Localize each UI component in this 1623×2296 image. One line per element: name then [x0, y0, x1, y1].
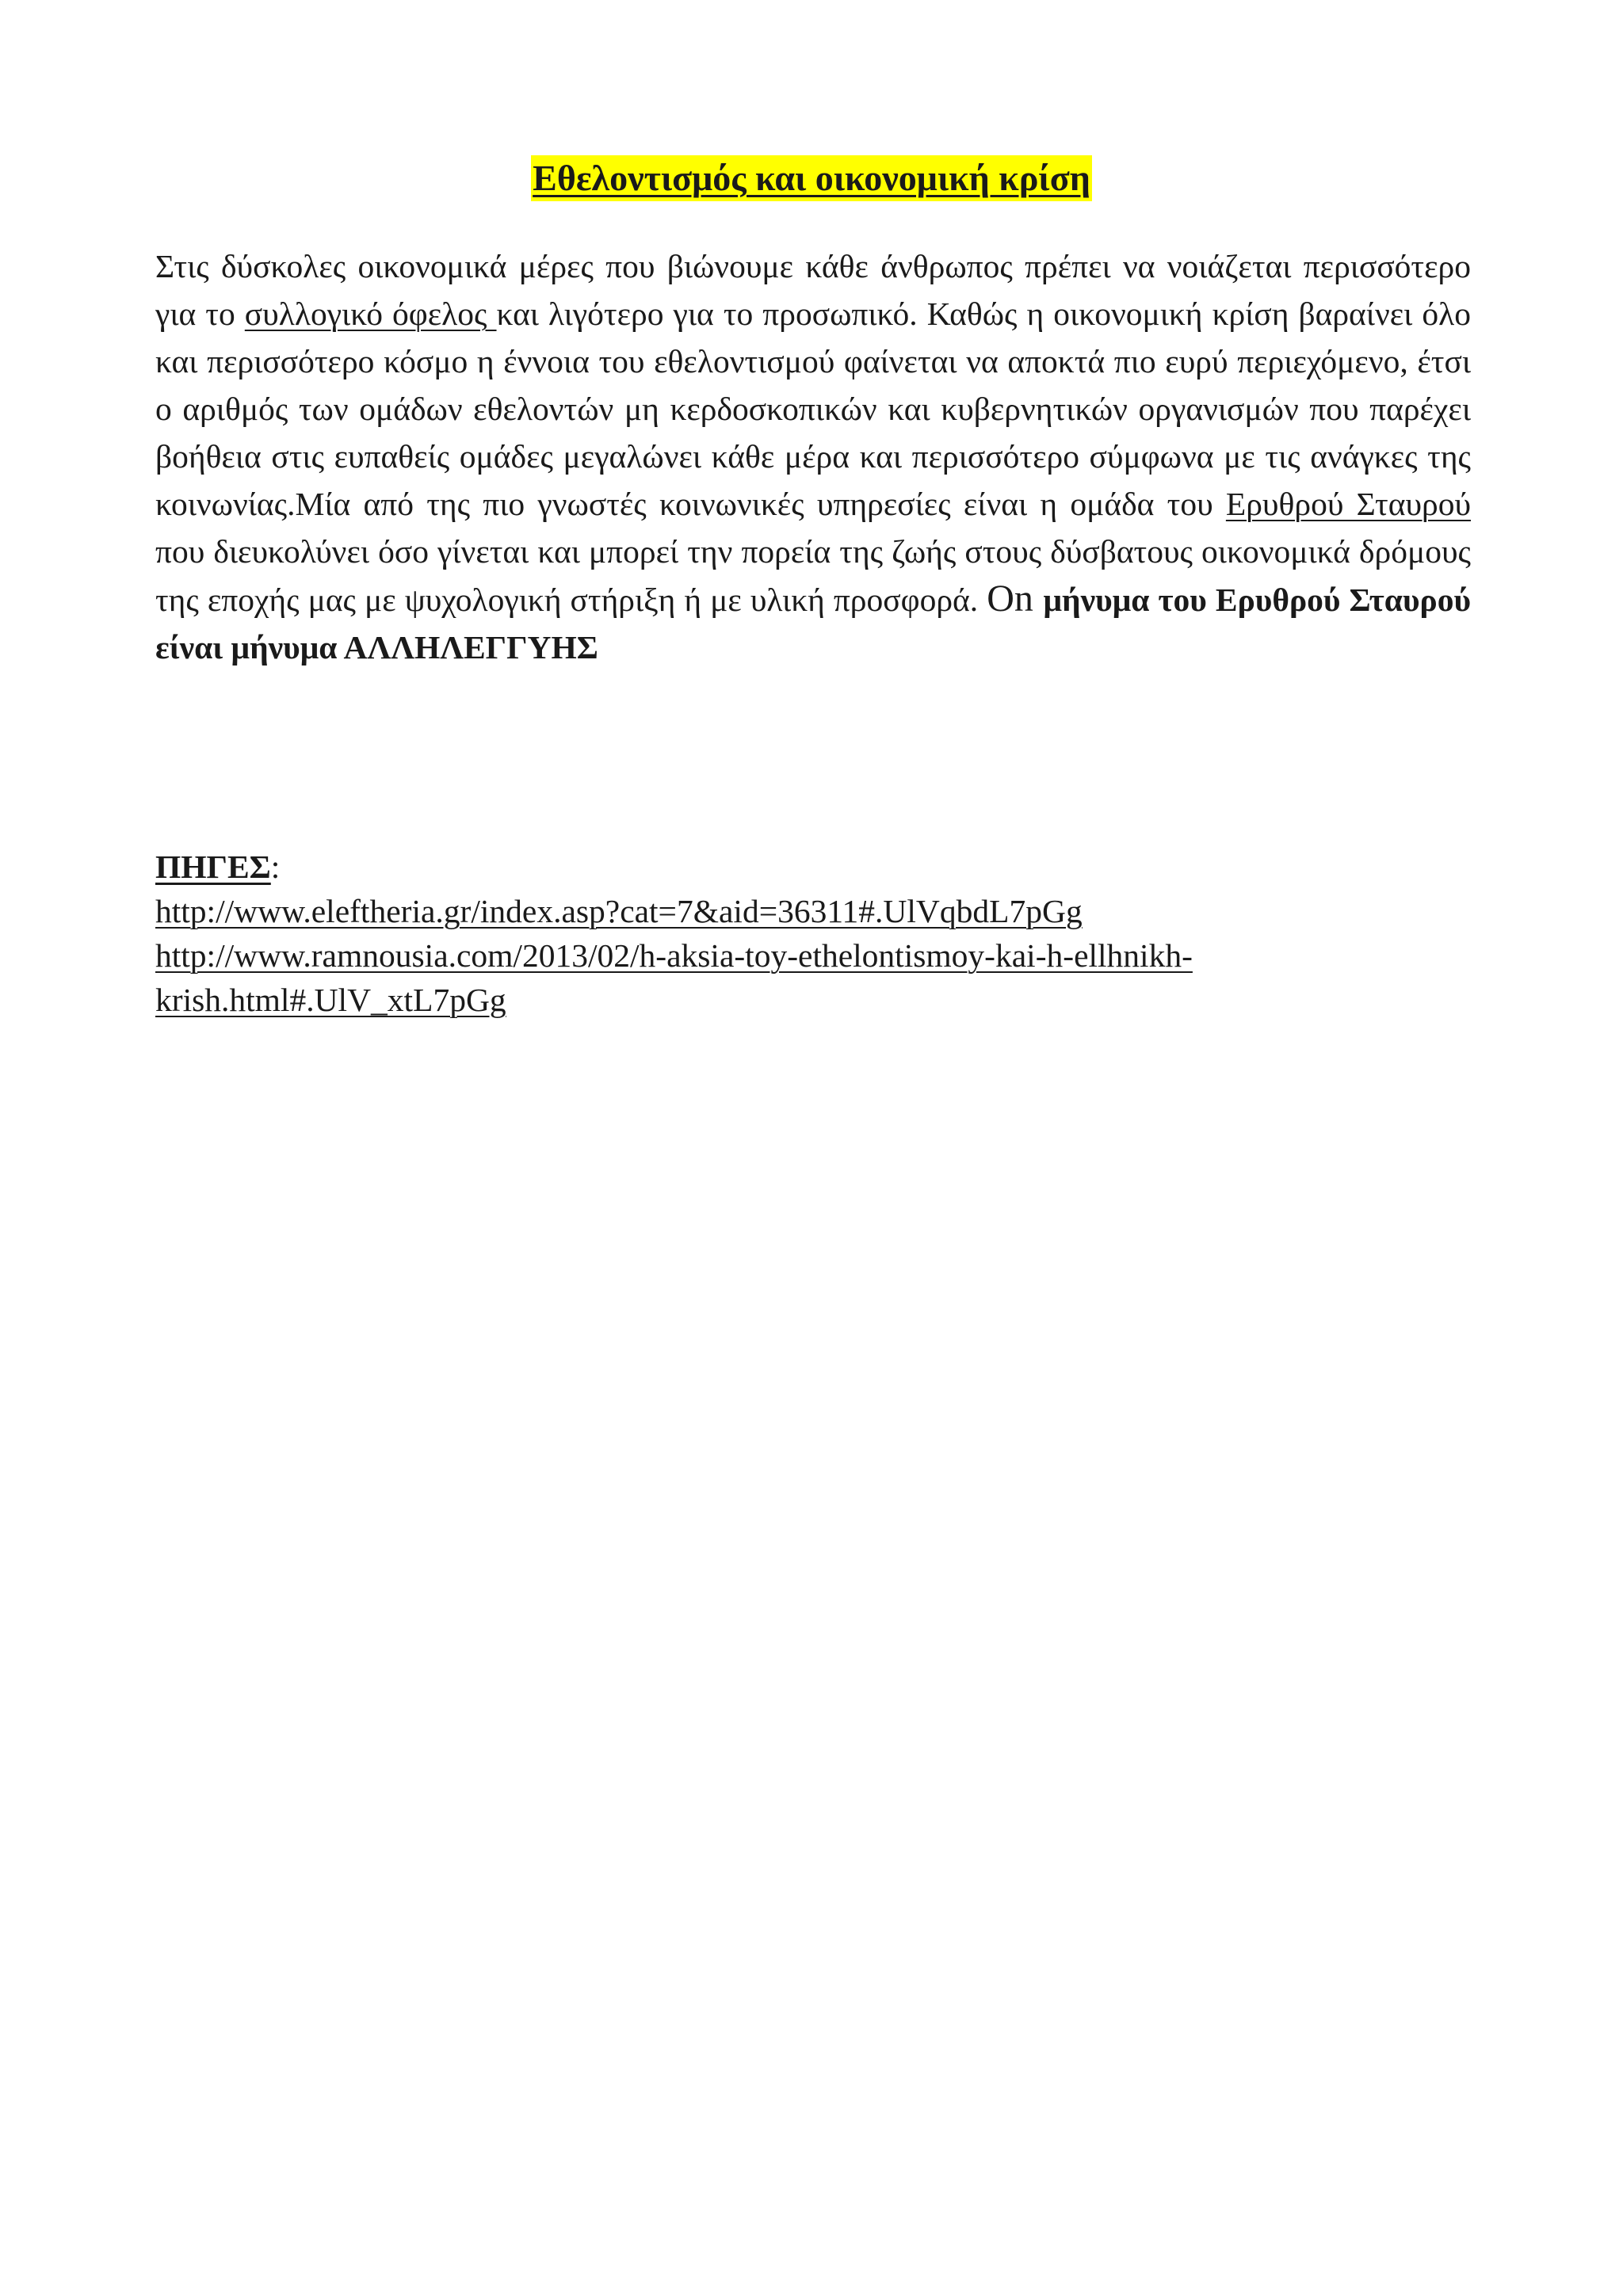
paragraph-text-3: που διευκολύνει όσο γίνεται και μπορεί την πορεία της ζωής στους δύσβατους οικονομικά δρόμους της εποχής μας με ψυχολογική στήριξη ή με υλική προσφορά. — [155, 533, 1471, 618]
document-title: Εθελοντισμός και οικονομική κρίση — [531, 155, 1092, 201]
body-paragraph — [155, 242, 1471, 671]
paragraph-text-4: Οn — [987, 578, 1044, 620]
sources-heading — [155, 845, 1503, 889]
source-link-ramnousia-line2[interactable]: krish.html#.UlV_xtL7pGg — [155, 982, 506, 1018]
sources-section — [155, 845, 1503, 1022]
title-container — [0, 155, 1623, 201]
source-link-eleftheria[interactable]: http://www.eleftheria.gr/index.asp?cat=7&aid=36311#.UlVqbdL7pGg — [155, 893, 1083, 929]
solidarity-message: μήνυμα του Ερυθρού Σταυρού είναι μήνυμα ΑΛΛΗΛΕΓΓΥΗΣ — [155, 582, 1471, 666]
paragraph-text-2: και λιγότερο για το προσωπικό. Καθώς η οικονομική κρίση βαραίνει όλο και περισσότερο κόσμο η έννοια του εθελοντισμού φαίνεται να αποκτά πιο ευρύ περιεχόμενο, έτσι ο αριθμός των ομάδων εθελοντών μη κερδοσκοπικών και κυβερνητικών οργανισμών που παρέχει βοήθεια στις ευπαθείς ομάδες μεγαλώνει κάθε μέρα και περισσότερο σύμφωνα με τις ανάγκες της κοινωνίας.Μία από της πιο γνωστές κοινωνικές υπηρεσίες είναι η ομάδα του — [155, 296, 1471, 522]
sources-colon: : — [270, 849, 281, 885]
sources-label: ΠΗΓΕΣ — [155, 849, 271, 885]
paragraph-text-1: Στις δύσκολες οικονομικά μέρες που βιώνουμε κάθε άνθρωπος πρέπει να νοιάζεται περισσότερο για το — [155, 248, 1471, 332]
source-link-ramnousia-line1[interactable]: http://www.ramnousia.com/2013/02/h-aksia-toy-ethelontismoy-kai-h-ellhnikh- — [155, 937, 1193, 974]
collective-benefit-link[interactable]: συλλογικό όφελος — [244, 296, 497, 332]
red-cross-link[interactable]: Ερυθρού Σταυρού — [1225, 486, 1471, 522]
